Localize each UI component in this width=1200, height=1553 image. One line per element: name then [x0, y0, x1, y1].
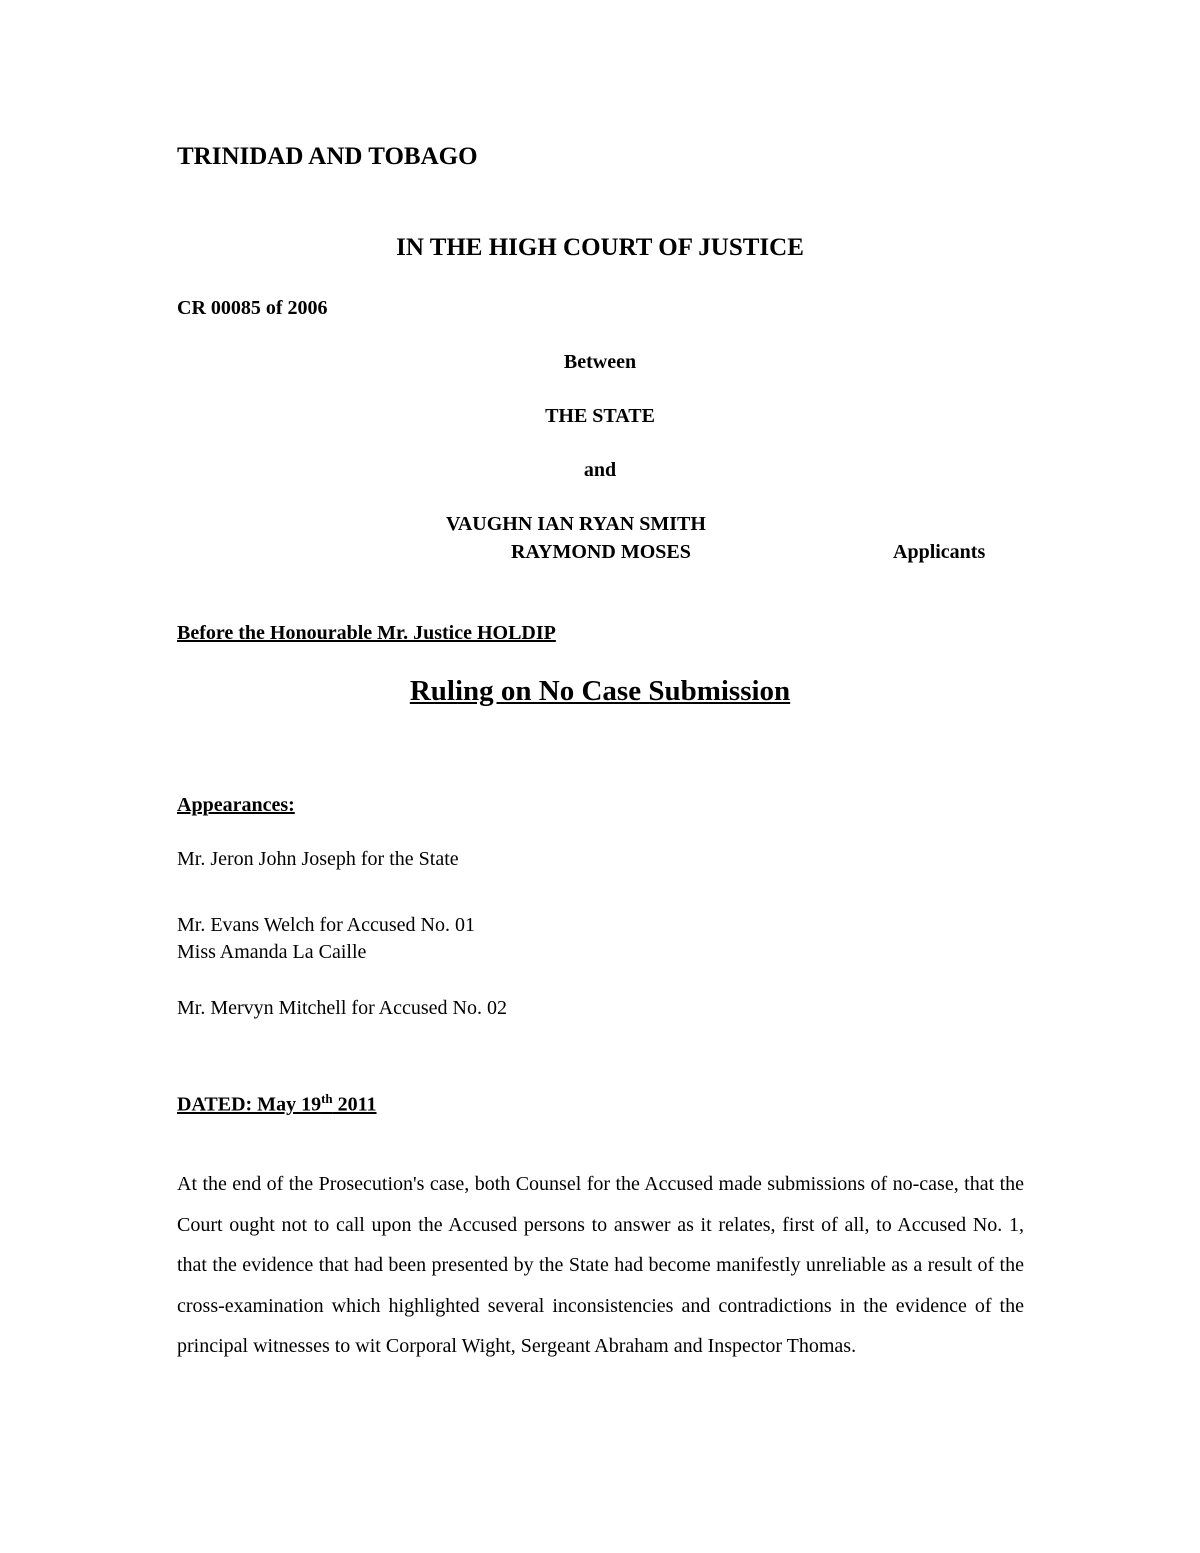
court-heading: IN THE HIGH COURT OF JUSTICE: [396, 234, 804, 261]
dated-label: DATED: May 19: [177, 1093, 322, 1116]
appearances-heading: Appearances:: [177, 794, 295, 816]
dated-year: 2011: [332, 1093, 377, 1116]
appearance-state: Mr. Jeron John Joseph for the State: [177, 848, 459, 870]
prosecution-party: THE STATE: [545, 405, 655, 427]
parties-role-label: Applicants: [893, 541, 986, 563]
judge-line: Before the Honourable Mr. Justice HOLDIP: [177, 622, 556, 644]
appearance-accused-one: Mr. Evans Welch for Accused No. 01: [177, 914, 475, 936]
country-heading: TRINIDAD AND TOBAGO: [177, 143, 478, 170]
body-paragraph: At the end of the Prosecution's case, both Counsel for the Accused made submissions of no-case, that the Court ought not to call upon the Accused persons to answer as it relates, first of all, to Accused No. 1, that the evidence that had been presented by the State had become manifestly unreliable as a result of the cross-examination which highlighted several inconsistencies and contradictions in the evidence of the principal witnesses to wit Corporal Wight, Sergeant Abraham and Inspector Thomas.: [177, 1173, 1024, 1357]
accused-one-name: VAUGHN IAN RYAN SMITH: [446, 513, 706, 535]
case-number: CR 00085 of 2006: [177, 297, 328, 319]
dated-ordinal-suffix: th: [321, 1091, 333, 1106]
document-title: Ruling on No Case Submission: [409, 675, 791, 707]
appearance-accused-two: Mr. Mervyn Mitchell for Accused No. 02: [177, 997, 507, 1019]
appearance-accused-one-junior: Miss Amanda La Caille: [177, 941, 367, 963]
between-label: Between: [563, 351, 637, 373]
and-label: and: [583, 459, 617, 481]
accused-two-name: RAYMOND MOSES: [511, 541, 691, 563]
dated-line: [177, 1091, 377, 1117]
